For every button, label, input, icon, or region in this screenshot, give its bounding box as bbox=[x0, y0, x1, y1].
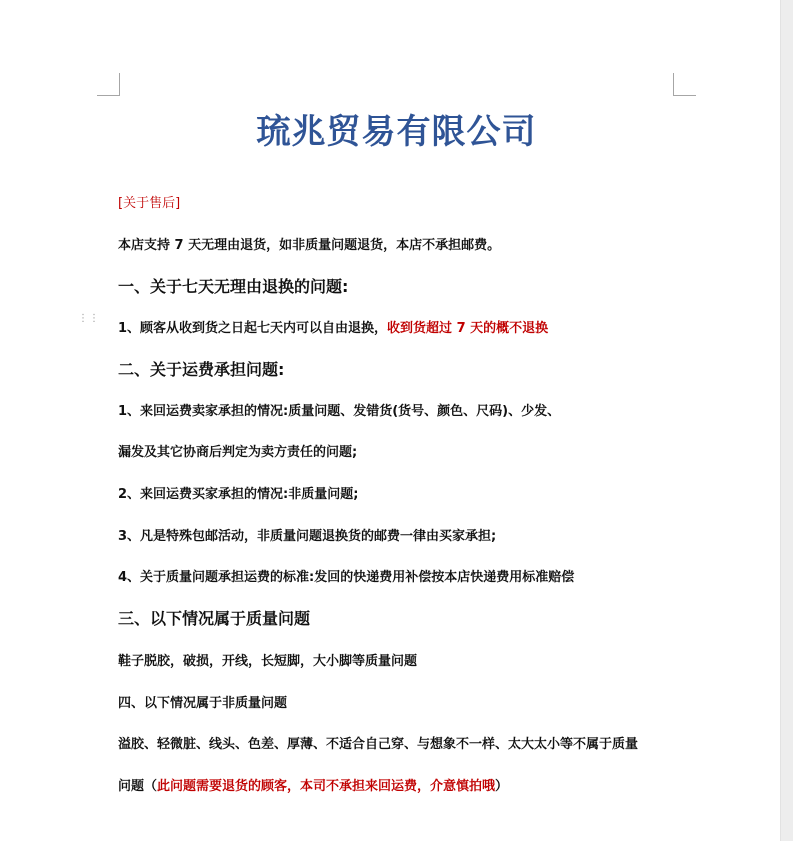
paragraph-drag-handle-icon[interactable]: ⋮⋮ bbox=[78, 313, 100, 324]
item-compensation-standard: 4、关于质量问题承担运费的标准:发回的快递费用补偿按本店快递费用标准赔偿 bbox=[118, 570, 575, 585]
page-corner-mark-top-right bbox=[673, 73, 696, 96]
page-corner-mark-top-left bbox=[97, 73, 120, 96]
non-quality-list-line1: 溢胶、轻微脏、线头、色差、厚薄、不适合自己穿、与想象不一样、太大太小等不属于质量 bbox=[118, 737, 639, 752]
heading-quality-issues: 三、以下情况属于质量问题 bbox=[118, 609, 311, 628]
section-label: [关于售后] bbox=[118, 196, 181, 211]
non-quality-prefix: 问题（ bbox=[118, 779, 158, 794]
intro-paragraph: 本店支持 7 天无理由退货，如非质量问题退货，本店不承担邮费。 bbox=[118, 238, 501, 253]
non-quality-list-line2 bbox=[118, 775, 508, 794]
item-free-shipping-promo: 3、凡是特殊包邮活动，非质量问题退换货的邮费一律由买家承担; bbox=[118, 529, 497, 544]
heading-seven-day-return: 一、关于七天无理由退换的问题: bbox=[118, 277, 349, 296]
item-seven-day-return-warning: 收到货超过 7 天的概不退换 bbox=[387, 321, 549, 336]
document-title: 琉兆贸易有限公司 bbox=[256, 112, 537, 152]
item-seller-pays-line2: 漏发及其它协商后判定为卖方责任的问题; bbox=[118, 445, 358, 460]
item-buyer-pays: 2、来回运费买家承担的情况:非质量问题; bbox=[118, 487, 359, 502]
heading-non-quality-issues: 四、以下情况属于非质量问题 bbox=[118, 696, 288, 711]
item-seller-pays-line1: 1、来回运费卖家承担的情况:质量问题、发错货(货号、颜色、尺码)、少发、 bbox=[118, 404, 561, 419]
non-quality-suffix: ） bbox=[495, 779, 509, 794]
item-seven-day-return bbox=[118, 317, 548, 336]
quality-issue-list: 鞋子脱胶，破损，开线，长短脚，大小脚等质量问题 bbox=[118, 654, 418, 669]
heading-shipping-cost: 二、关于运费承担问题: bbox=[118, 360, 285, 379]
non-quality-warning: 此问题需要退货的顾客，本司不承担来回运费，介意慎拍哦 bbox=[157, 779, 496, 794]
item-seven-day-return-text: 1、顾客从收到货之日起七天内可以自由退换， bbox=[118, 321, 388, 336]
